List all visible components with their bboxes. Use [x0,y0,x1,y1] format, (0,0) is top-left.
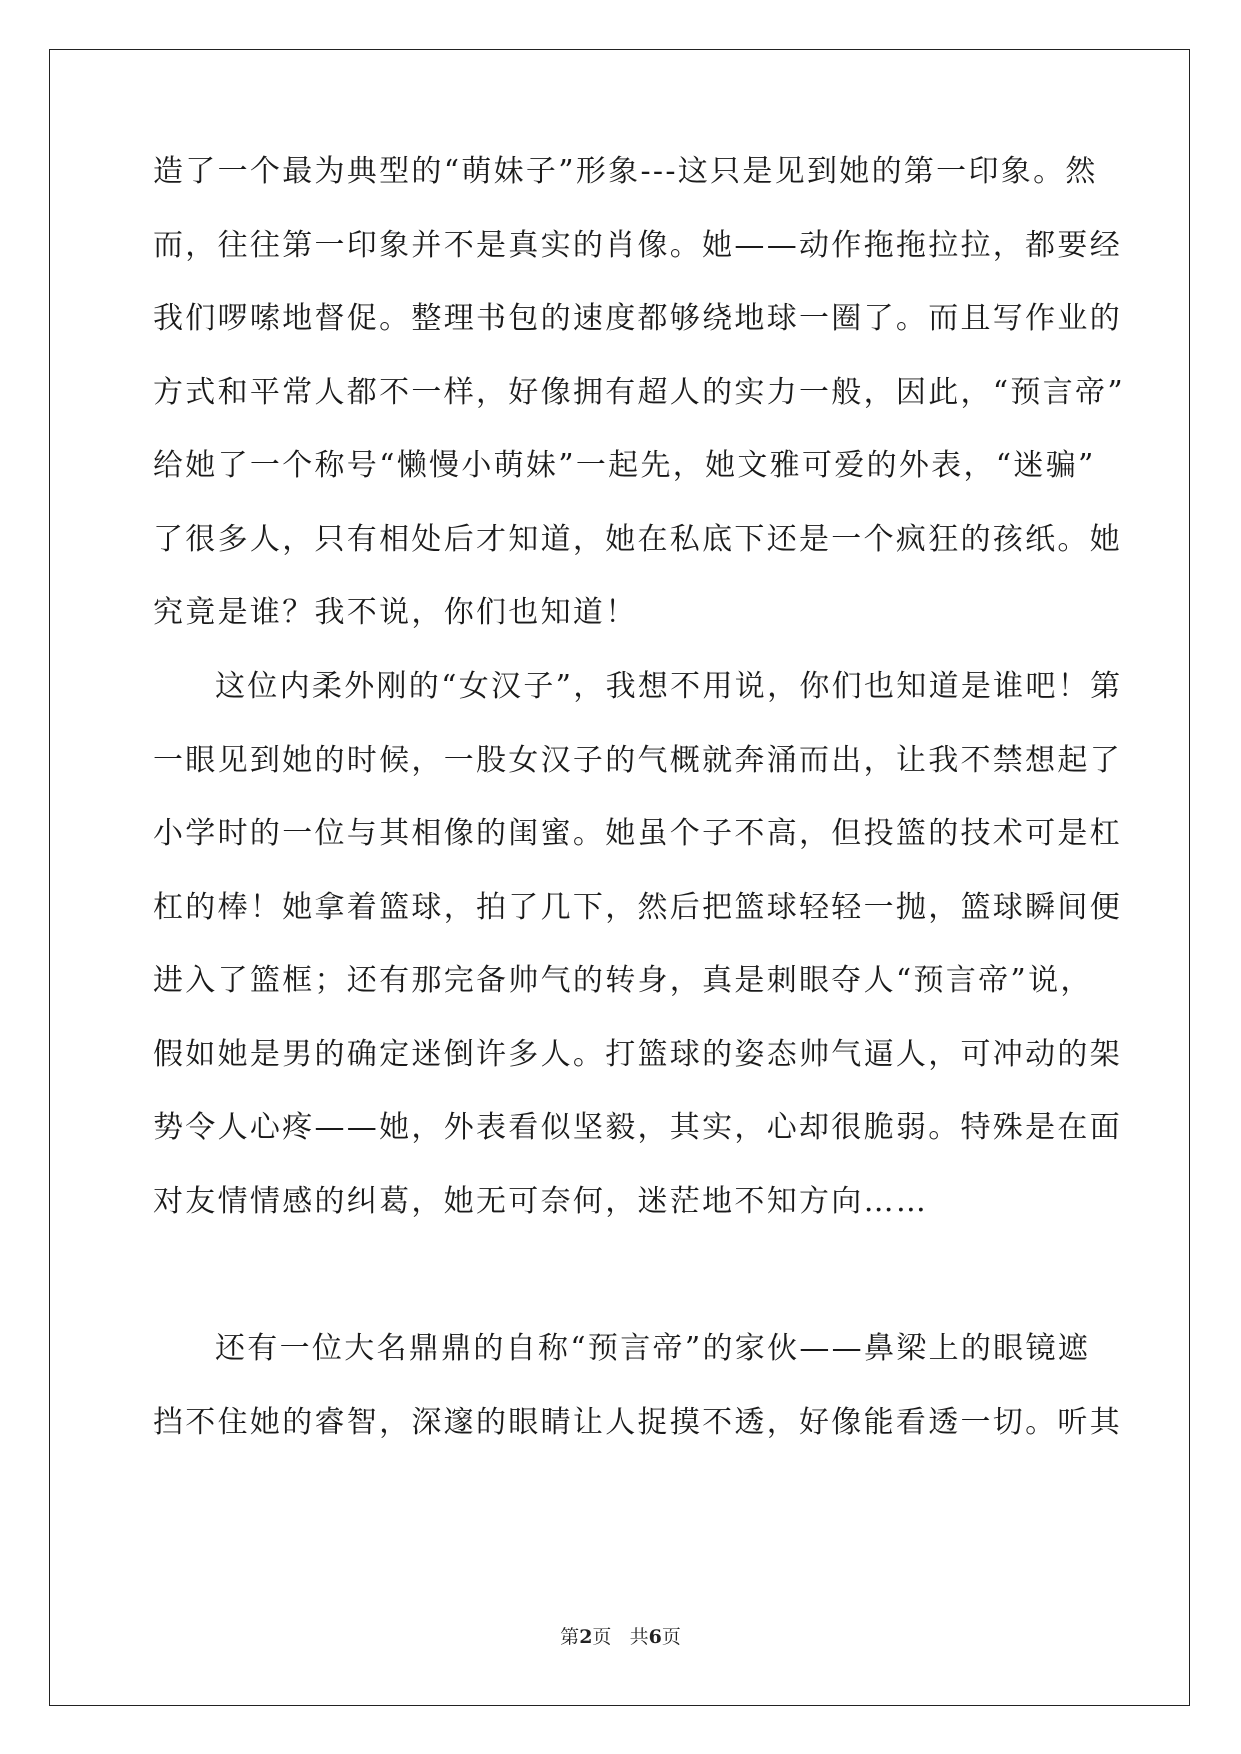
page-number: 2 [579,1626,593,1648]
text-line: 还有一位大名鼎鼎的自称“预言帝”的家伙——鼻梁上的眼镜遮 [215,1331,1091,1366]
total-pages: 6 [648,1626,662,1648]
total-suffix: 页 [661,1626,681,1648]
text-line: 挡不住她的睿智，深邃的眼睛让人捉摸不透，好像能看透一切。听其 [153,1405,1122,1440]
page-border [49,49,1190,1706]
text-line [153,1256,1093,1296]
text-line: 进入了篮框；还有那完备帅气的转身，真是刺眼夺人“预言帝”说， [153,963,1093,998]
text-line: 势令人心疼——她，外表看似坚毅，其实，心却很脆弱。特殊是在面 [153,1110,1122,1145]
text-line: 对友情情感的纠葛，她无可奈何，迷茫地不知方向…… [153,1184,929,1219]
page-prefix: 第 [560,1626,580,1648]
text-line: 小学时的一位与其相像的闺蜜。她虽个子不高，但投篮的技术可是杠 [153,816,1122,851]
page-suffix: 页 [592,1626,612,1648]
text-line: 方式和平常人都不一样，好像拥有超人的实力一般，因此，“预言帝” [153,375,1125,410]
page-footer [0,1622,1241,1649]
text-line: 给她了一个称号“懒慢小萌妹”一起先，她文雅可爱的外表，“迷骗” [153,448,1096,483]
text-line: 我们啰嗦地督促。整理书包的速度都够绕地球一圈了。而且写作业的 [153,301,1122,336]
text-line: 这位内柔外刚的“女汉子”，我想不用说，你们也知道是谁吧！第 [215,669,1123,704]
text-line: 假如她是男的确定迷倒许多人。打篮球的姿态帅气逼人，可冲动的架 [153,1037,1122,1072]
text-line: 一眼见到她的时候，一股女汉子的气概就奔涌而出，让我不禁想起了 [153,743,1122,778]
text-line: 了很多人，只有相处后才知道，她在私底下还是一个疯狂的孩纸。她 [153,522,1122,557]
text-line: 杠的棒！她拿着篮球，拍了几下，然后把篮球轻轻一抛，篮球瞬间便 [153,890,1122,925]
total-prefix: 共 [629,1626,649,1648]
text-line: 究竟是谁？我不说，你们也知道！ [153,595,638,630]
text-line: 造了一个最为典型的“萌妹子”形象---这只是见到她的第一印象。然 [153,154,1098,189]
text-line: 而，往往第一印象并不是真实的肖像。她——动作拖拖拉拉，都要经 [153,228,1122,263]
